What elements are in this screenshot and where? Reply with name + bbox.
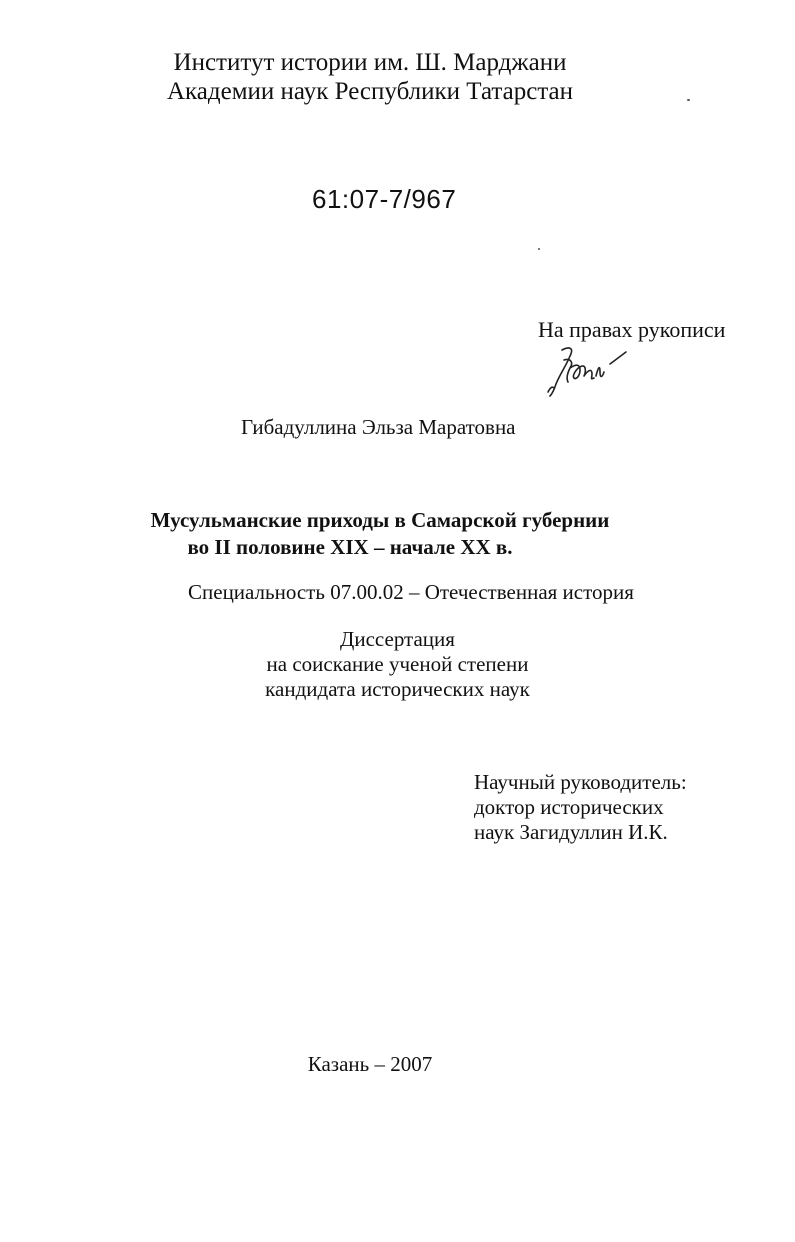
scan-speck <box>687 99 690 101</box>
supervisor-line2: доктор исторических <box>474 795 664 819</box>
specialty: Специальность 07.00.02 – Отечественная история <box>188 580 634 604</box>
author-name: Гибадуллина Эльза Маратовна <box>241 415 516 439</box>
supervisor-line1: Научный руководитель: <box>474 770 687 794</box>
rights-notice: На правах рукописи <box>538 317 726 342</box>
degree-line1: Диссертация <box>340 627 455 651</box>
dissertation-title-line2: во II половине XIX – начале XX в. <box>187 535 513 559</box>
degree-line3: кандидата исторических наук <box>265 677 530 701</box>
catalog-code: 61:07-7/967 <box>312 184 457 214</box>
scan-speck <box>538 248 540 250</box>
supervisor-line3: наук Загидуллин И.К. <box>474 820 668 844</box>
place-and-year: Казань – 2007 <box>307 1052 433 1076</box>
institute-name-line1: Институт истории им. Ш. Марджани <box>173 49 567 76</box>
institute-name-line2: Академии наук Республики Татарстан <box>166 78 574 105</box>
dissertation-title-line1: Мусульманские приходы в Самарской губернии <box>150 508 610 532</box>
degree-line2: на соискание ученой степени <box>266 652 529 676</box>
handwritten-signature <box>540 338 630 400</box>
